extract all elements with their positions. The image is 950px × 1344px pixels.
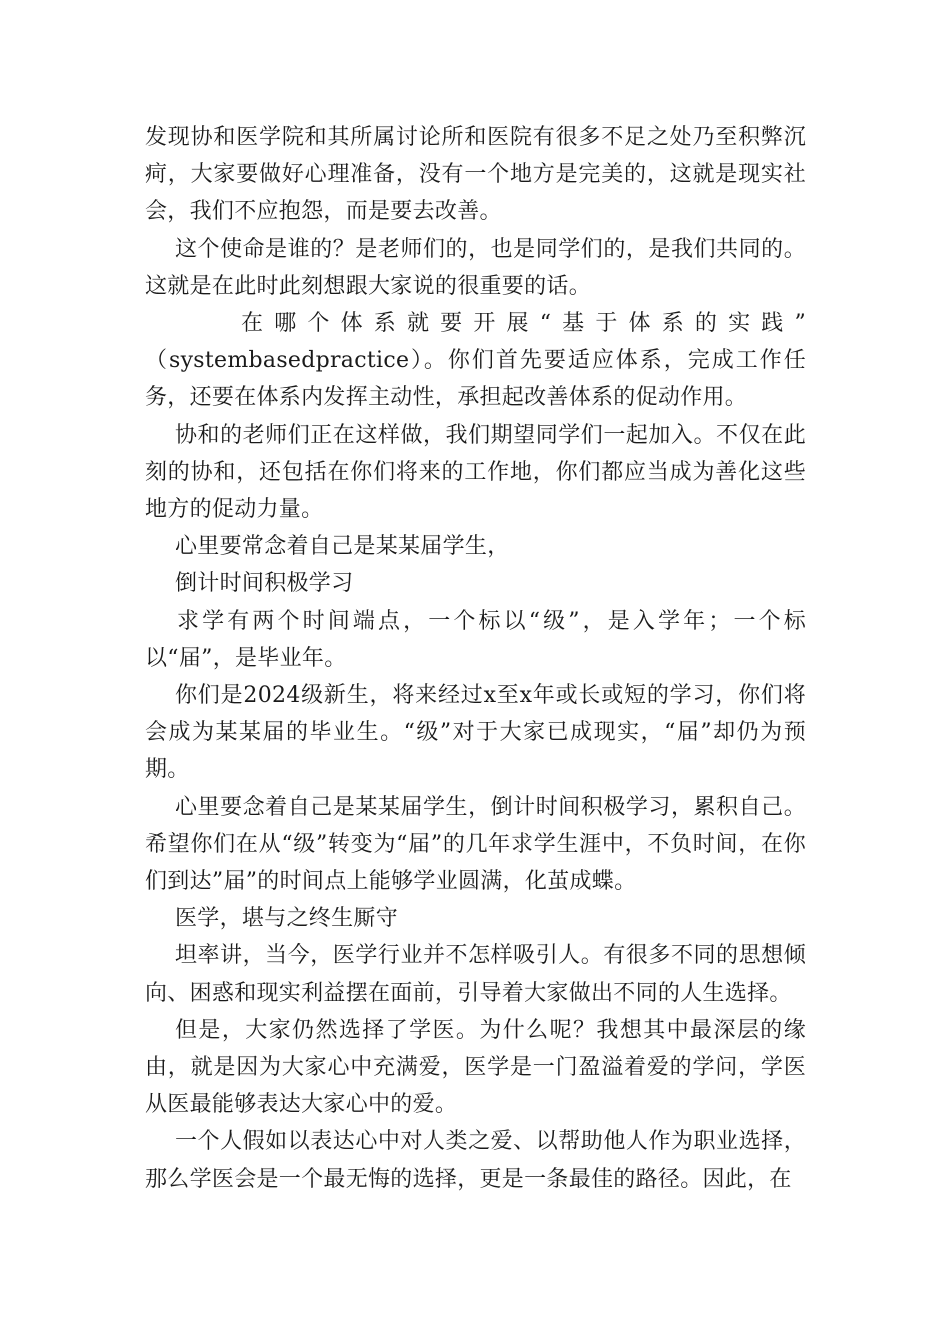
paragraph-5: 求学有两个时间端点，一个标以“级”，是入学年；一个标以“届”，是毕业年。 xyxy=(145,608,806,671)
paragraph-9: 但是，大家仍然选择了学医。为什么呢？我想其中最深层的缘由，就是因为大家心中充满爱，医学是一门盈溢着爱的学问，学医从医最能够表达大家心中的爱。 xyxy=(145,1017,806,1118)
paragraph-7: 心里要念着自己是某某届学生，倒计时间积极学习，累积自己。希望你们在从“级”转变为“届”的几年求学生涯中，不负时间，在你们到达”届”的时间点上能够学业圆满，化茧成蝶。 xyxy=(145,794,806,895)
paragraph-1: 发现协和医学院和其所属讨论所和医院有很多不足之处乃至积弊沉疴，大家要做好心理准备，没有一个地方是完美的，这就是现实社会，我们不应抱怨，而是要去改善。 xyxy=(145,125,806,225)
paragraph-4: 协和的老师们正在这样做，我们期望同学们一起加入。不仅在此刻的协和，还包括在你们将来的工作地，你们都应当成为善化这些地方的促动力量。 xyxy=(145,422,806,523)
paragraph-2: 这个使命是谁的？是老师们的，也是同学们的，是我们共同的。这就是在此时此刻想跟大家说的很重要的话。 xyxy=(145,236,806,299)
document-body xyxy=(145,119,806,1198)
paragraph-3-heading-line: 在哪个体系就要开展“基于体系的实践” xyxy=(241,311,806,337)
paragraph-3-continuation: （systembasedpractice）。你们首先要适应体系，完成工作任务，还要在体系内发挥主动性，承担起改善体系的促动作用。 xyxy=(145,348,806,411)
subheading-medicine: 医学，堪与之终生厮守 xyxy=(175,906,399,932)
subheading-line-1: 心里要常念着自己是某某届学生， xyxy=(175,534,510,560)
subheading-line-2: 倒计时间积极学习 xyxy=(175,571,354,597)
paragraph-6: 你们是2024级新生，将来经过x至x年或长或短的学习，你们将会成为某某届的毕业生。“级”对于大家已成现实，“届”却仍为预期。 xyxy=(145,683,806,783)
paragraph-8: 坦率讲，当今，医学行业并不怎样吸引人。有很多不同的思想倾向、困惑和现实利益摆在面前，引导着大家做出不同的人生选择。 xyxy=(145,943,806,1006)
paragraph-10: 一个人假如以表达心中对人类之爱、以帮助他人作为职业选择，那么学医会是一个最无悔的选择，更是一条最佳的路径。因此，在 xyxy=(145,1129,806,1192)
